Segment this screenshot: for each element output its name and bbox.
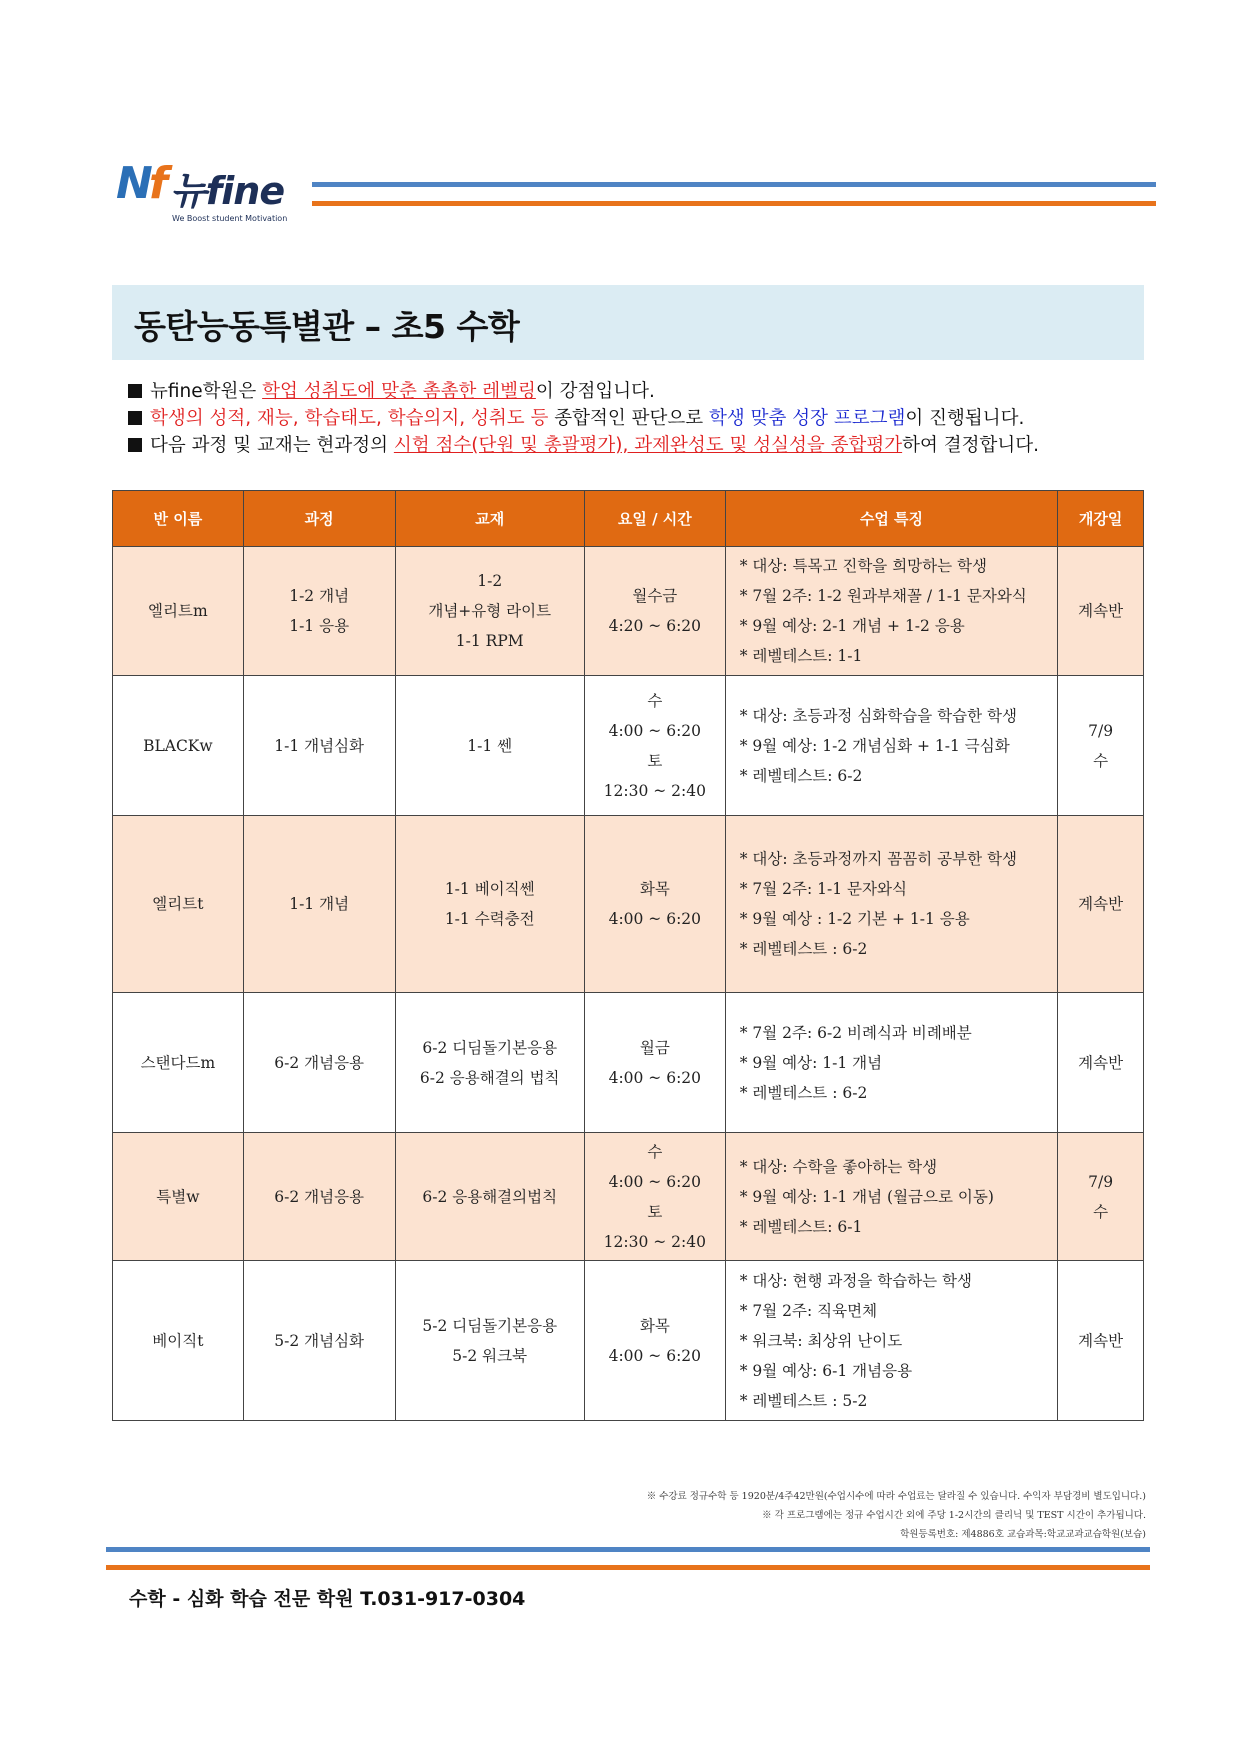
cell-class-name: BLACKw — [113, 676, 244, 816]
cell-schedule-line: 수 — [647, 691, 663, 710]
note-line: 학원등록번호: 제4886호 교습과목:학교교과교습학원(보습) — [900, 1529, 1146, 1540]
logo-mark-icon: Nf — [116, 158, 164, 209]
table-header-row — [113, 491, 1144, 547]
cell-schedule-line: 4:00 ~ 6:20 — [608, 1068, 702, 1087]
cell-schedule-line: 4:20 ~ 6:20 — [608, 617, 702, 635]
col-header-textbook: 교재 — [395, 491, 584, 547]
intro-text: 학생 맞춤 성장 프로그램 — [708, 408, 906, 429]
cell-start-date — [1058, 816, 1144, 993]
cell-textbook-line: 1-1 수력충전 — [444, 910, 535, 928]
square-bullet-icon — [128, 384, 142, 398]
intro-line — [128, 405, 1158, 432]
cell-schedule-line: 12:30 ~ 2:40 — [603, 1232, 706, 1251]
page-title: 동탄능동특별관 – 초5 수학 — [134, 307, 520, 346]
cell-start-date-line: 수 — [1093, 1202, 1109, 1221]
cell-features-line: * 레벨테스트: 6-1 — [739, 1217, 863, 1236]
cell-course-line: 1-1 개념심화 — [274, 736, 365, 755]
cell-features-line: * 레벨테스트: 1-1 — [739, 647, 863, 665]
cell-schedule — [584, 816, 725, 993]
cell-textbook — [395, 1133, 584, 1261]
cell-class-name: 엘리트m — [113, 547, 244, 676]
cell-features-line: * 레벨테스트: 6-2 — [739, 766, 863, 785]
cell-course-line: 1-1 개념 — [289, 895, 350, 913]
cell-schedule-line: 수 — [647, 1142, 663, 1161]
col-header-course: 과정 — [243, 491, 395, 547]
cell-features-line: * 9월 예상: 1-2 개념심화 + 1-1 극심화 — [739, 736, 1010, 755]
cell-start-date-line: 7/9 — [1088, 721, 1114, 740]
footer-rule-orange — [106, 1565, 1150, 1570]
cell-textbook — [395, 547, 584, 676]
cell-textbook-line: 5-2 디딤돌기본응용 — [422, 1316, 558, 1335]
cell-features-line: * 9월 예상: 6-1 개념응용 — [739, 1361, 913, 1380]
table-row — [113, 993, 1144, 1133]
cell-course — [243, 816, 395, 993]
cell-textbook-line: 1-1 쎈 — [467, 736, 513, 755]
cell-course — [243, 1133, 395, 1261]
cell-schedule-line: 월금 — [639, 1038, 670, 1057]
col-header-start-date: 개강일 — [1058, 491, 1144, 547]
cell-features-line: * 레벨테스트 : 6-2 — [739, 940, 868, 958]
cell-start-date-line: 수 — [1093, 751, 1109, 770]
cell-textbook-line: 6-2 응용해결의 법칙 — [419, 1068, 560, 1087]
intro-text: 학생의 성적, 재능, 학습태도, 학습의지, 성취도 등 — [150, 408, 549, 429]
cell-features — [725, 1261, 1057, 1421]
cell-textbook-line: 6-2 디딤돌기본응용 — [422, 1038, 558, 1057]
cell-features-line: * 대상: 수학을 좋아하는 학생 — [739, 1157, 938, 1176]
cell-features-line: * 레벨테스트 : 5-2 — [739, 1391, 868, 1410]
header-rule-blue — [312, 182, 1156, 187]
title-banner — [112, 285, 1144, 360]
cell-start-date-line: 계속반 — [1078, 895, 1124, 913]
cell-textbook-line: 1-1 RPM — [455, 632, 524, 650]
cell-start-date-line: 계속반 — [1078, 1053, 1124, 1072]
col-header-class-name: 반 이름 — [113, 491, 244, 547]
cell-textbook — [395, 993, 584, 1133]
header-rule-orange — [312, 201, 1156, 206]
cell-schedule-line: 4:00 ~ 6:20 — [608, 1172, 702, 1191]
brand-logo — [116, 152, 296, 232]
cell-features-line: * 9월 예상: 1-1 개념 (월금으로 이동) — [739, 1187, 994, 1206]
cell-features-line: * 7월 2주: 1-1 문자와식 — [739, 880, 907, 898]
cell-start-date — [1058, 993, 1144, 1133]
cell-schedule-line: 화목 — [639, 1316, 670, 1335]
table-row — [113, 816, 1144, 993]
cell-start-date — [1058, 676, 1144, 816]
cell-features-line: * 7월 2주: 직육면체 — [739, 1301, 878, 1320]
intro-list — [128, 378, 1158, 459]
cell-start-date-line: 계속반 — [1078, 1331, 1124, 1350]
intro-text: 뉴fine학원은 — [150, 381, 263, 402]
cell-textbook-line: 6-2 응용해결의법칙 — [422, 1187, 558, 1206]
cell-course-line: 1-1 응용 — [289, 617, 350, 635]
col-header-features: 수업 특징 — [725, 491, 1057, 547]
table-row — [113, 1261, 1144, 1421]
cell-textbook — [395, 676, 584, 816]
cell-schedule-line: 4:00 ~ 6:20 — [608, 721, 702, 740]
cell-start-date — [1058, 1133, 1144, 1261]
note-line: ※ 수강료 정규수학 등 1920분/4주42만원(수업시수에 따라 수업료는 달라질 수 있습니다. 수익자 부담경비 별도입니다.) — [646, 1491, 1146, 1502]
cell-course-line: 6-2 개념응용 — [274, 1187, 365, 1206]
cell-course — [243, 993, 395, 1133]
cell-schedule — [584, 676, 725, 816]
cell-textbook — [395, 816, 584, 993]
intro-text: 이 진행됩니다. — [905, 408, 1025, 429]
intro-text: 하여 결정합니다. — [902, 435, 1039, 456]
cell-start-date — [1058, 1261, 1144, 1421]
cell-course-line: 1-2 개념 — [289, 587, 350, 605]
square-bullet-icon — [128, 411, 142, 425]
intro-text: 학업 성취도에 맞춘 촘촘한 레벨링 — [262, 381, 536, 402]
cell-schedule — [584, 1133, 725, 1261]
cell-schedule-line: 12:30 ~ 2:40 — [603, 781, 706, 800]
fee-notes — [647, 1487, 1146, 1544]
intro-text: 시험 점수(단원 및 총괄평가), 과제완성도 및 성실성을 종합평가 — [393, 435, 903, 456]
cell-schedule — [584, 993, 725, 1133]
table-row — [113, 676, 1144, 816]
cell-features — [725, 816, 1057, 993]
intro-line — [128, 432, 1158, 459]
cell-textbook-line: 1-1 베이직쎈 — [444, 880, 535, 898]
cell-textbook-line: 개념+유형 라이트 — [428, 602, 552, 620]
cell-features — [725, 993, 1057, 1133]
table-row — [113, 1133, 1144, 1261]
cell-features-line: * 9월 예상 : 1-2 기본 + 1-1 응용 — [739, 910, 970, 928]
intro-text: 이 강점입니다. — [535, 381, 655, 402]
cell-features-line: * 대상: 특목고 진학을 희망하는 학생 — [739, 557, 987, 575]
cell-class-name: 특별w — [113, 1133, 244, 1261]
cell-course-line: 5-2 개념심화 — [274, 1331, 365, 1350]
cell-features-line: * 워크북: 최상위 난이도 — [739, 1331, 903, 1350]
logo-tagline: We Boost student Motivation — [172, 214, 288, 223]
schedule-table — [112, 490, 1144, 1421]
cell-schedule-line: 월수금 — [632, 587, 678, 605]
cell-features — [725, 676, 1057, 816]
cell-features-line: * 9월 예상: 2-1 개념 + 1-2 응용 — [739, 617, 965, 635]
intro-text: 종합적인 판단으로 — [548, 408, 709, 429]
cell-schedule — [584, 1261, 725, 1421]
cell-features-line: * 9월 예상: 1-1 개념 — [739, 1053, 883, 1072]
footer-rule-blue — [106, 1547, 1150, 1552]
cell-features-line: * 대상: 초등과정까지 꼼꼼히 공부한 학생 — [739, 850, 1017, 868]
table-row — [113, 547, 1144, 676]
footer-contact: 수학 - 심화 학습 전문 학원 T.031-917-0304 — [129, 1588, 526, 1610]
cell-class-name: 베이직t — [113, 1261, 244, 1421]
square-bullet-icon — [128, 438, 142, 452]
cell-features-line: * 7월 2주: 6-2 비례식과 비례배분 — [739, 1023, 972, 1042]
cell-class-name: 엘리트t — [113, 816, 244, 993]
cell-start-date-line: 7/9 — [1088, 1172, 1114, 1191]
cell-class-name: 스탠다드m — [113, 993, 244, 1133]
cell-course — [243, 547, 395, 676]
cell-features — [725, 1133, 1057, 1261]
cell-course — [243, 676, 395, 816]
cell-features — [725, 547, 1057, 676]
cell-schedule — [584, 547, 725, 676]
cell-start-date — [1058, 547, 1144, 676]
cell-textbook-line: 1-2 — [477, 572, 503, 590]
cell-features-line: * 7월 2주: 1-2 원과부채꼴 / 1-1 문자와식 — [739, 587, 1027, 605]
cell-schedule-line: 4:00 ~ 6:20 — [608, 1346, 702, 1365]
cell-features-line: * 대상: 초등과정 심화학습을 학습한 학생 — [739, 706, 1017, 725]
cell-start-date-line: 계속반 — [1078, 602, 1124, 620]
cell-features-line: * 대상: 현행 과정을 학습하는 학생 — [739, 1271, 972, 1290]
cell-course — [243, 1261, 395, 1421]
cell-schedule-line: 화목 — [639, 880, 670, 898]
note-line: ※ 각 프로그램에는 정규 수업시간 외에 주당 1-2시간의 클리닉 및 TEST 시간이 추가됩니다. — [762, 1510, 1146, 1521]
cell-schedule-line: 토 — [647, 751, 663, 770]
cell-course-line: 6-2 개념응용 — [274, 1053, 365, 1072]
logo-wordmark: 뉴fine — [170, 169, 285, 213]
intro-line — [128, 378, 1158, 405]
cell-textbook — [395, 1261, 584, 1421]
col-header-schedule: 요일 / 시간 — [584, 491, 725, 547]
cell-schedule-line: 4:00 ~ 6:20 — [608, 910, 702, 928]
cell-textbook-line: 5-2 워크북 — [452, 1346, 528, 1365]
cell-schedule-line: 토 — [647, 1202, 663, 1221]
cell-features-line: * 레벨테스트 : 6-2 — [739, 1083, 868, 1102]
intro-text: 다음 과정 및 교재는 현과정의 — [150, 435, 394, 456]
